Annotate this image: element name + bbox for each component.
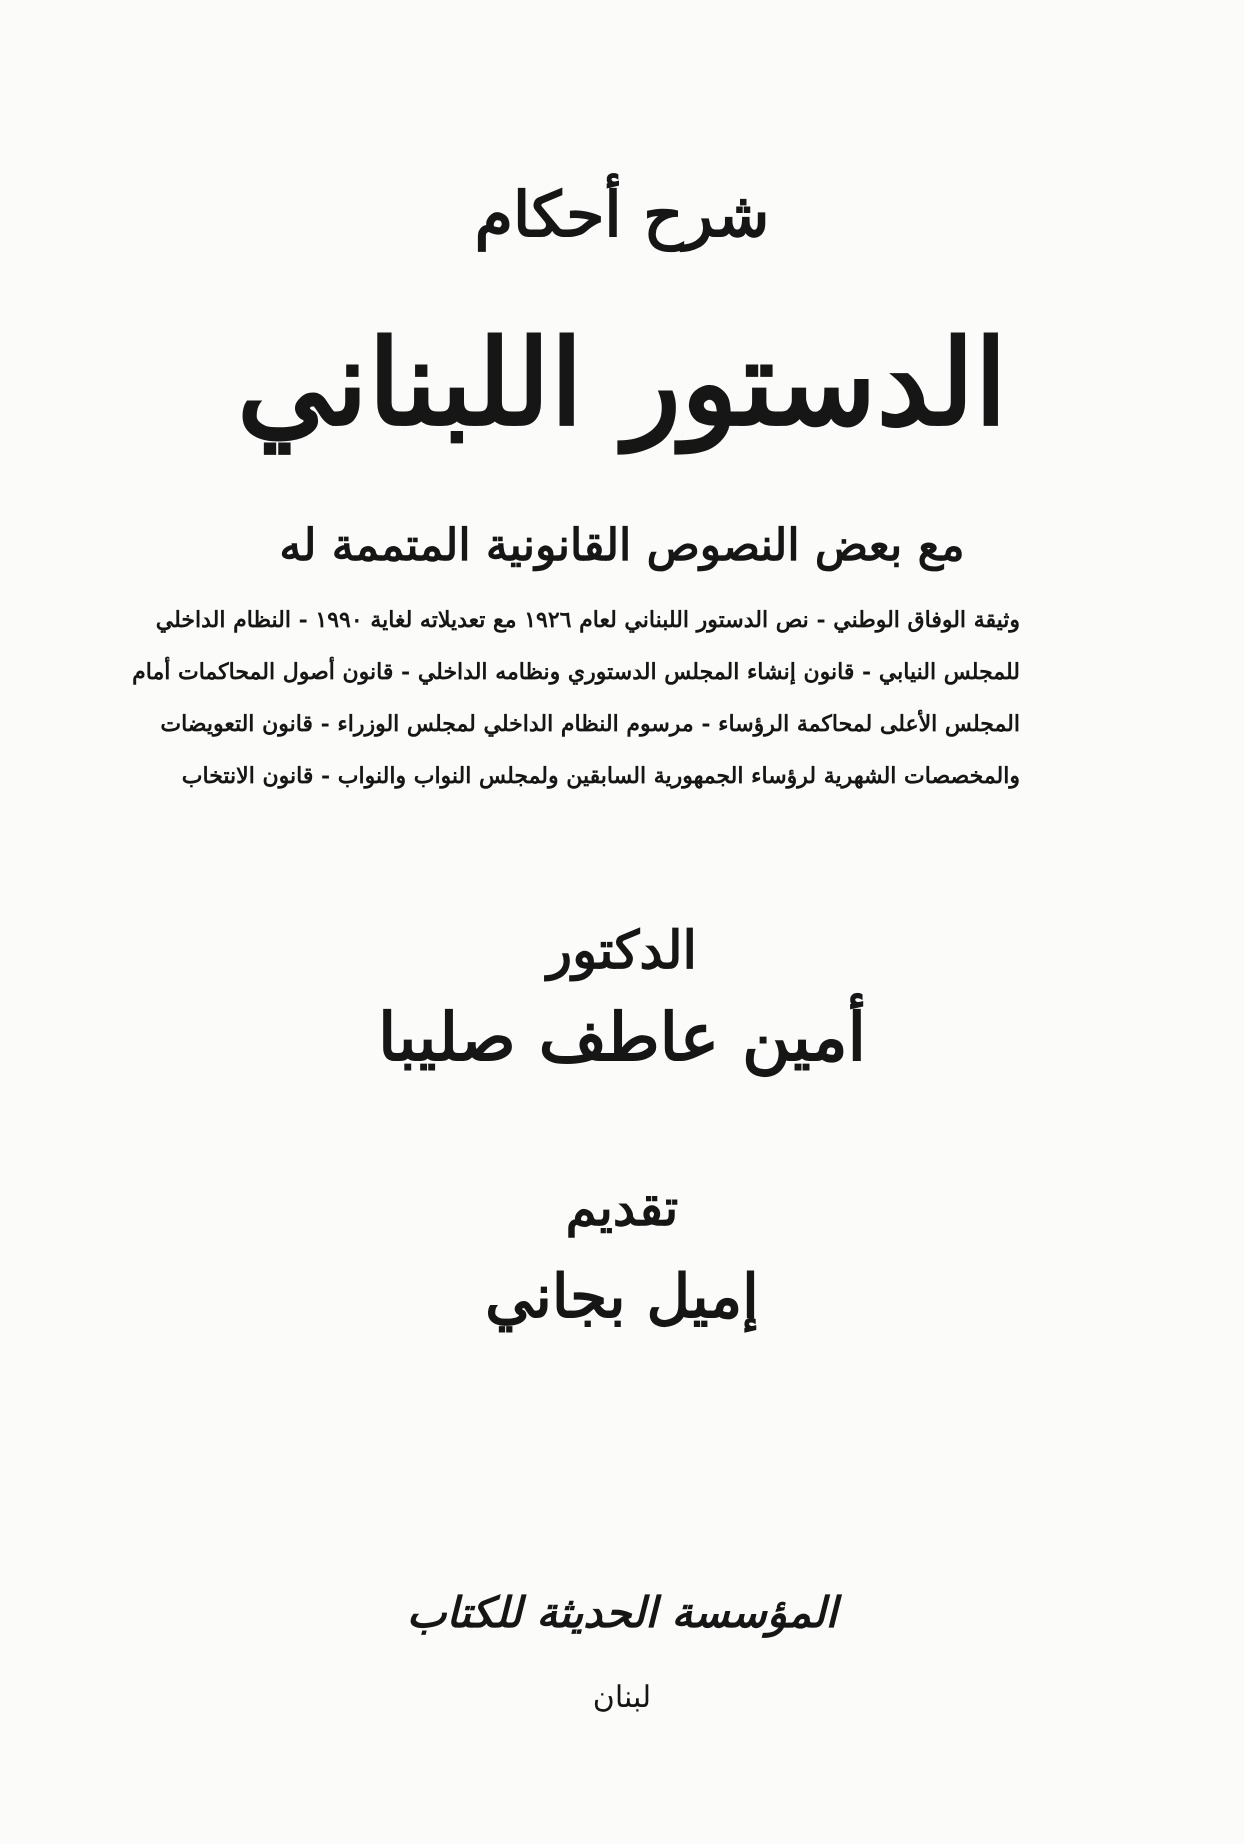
title-prefix: شرح أحكام [474,178,770,251]
author-name: أمين عاطف صليبا [378,998,866,1076]
preface-label: تقديم [565,1178,679,1237]
contents-list [132,594,1020,802]
preface-author: إميل بجاني [485,1262,759,1332]
contents-line: للمجلس النيابي - قانون إنشاء المجلس الدستوري ونظامه الداخلي - قانون أصول المحاكمات أمام [132,659,1020,685]
contents-line: المجلس الأعلى لمحاكمة الرؤساء - مرسوم النظام الداخلي لمجلس الوزراء - قانون التعويضات [160,711,1020,737]
publisher-name: المؤسسة الحديثة للكتاب [406,1588,838,1637]
publisher-place: لبنان [592,1680,652,1715]
author-title: الدكتور [546,920,697,981]
contents-line: والمخصصات الشهرية لرؤساء الجمهورية السابقين ولمجلس النواب والنواب - قانون الانتخاب [181,763,1020,789]
contents-line: وثيقة الوفاق الوطني - نص الدستور اللبناني لعام ١٩٢٦ مع تعديلاته لغاية ١٩٩٠ - النظام الداخلي [155,607,1020,633]
book-subtitle: مع بعض النصوص القانونية المتممة له [279,520,965,571]
book-title: الدستور اللبناني [236,313,1008,452]
